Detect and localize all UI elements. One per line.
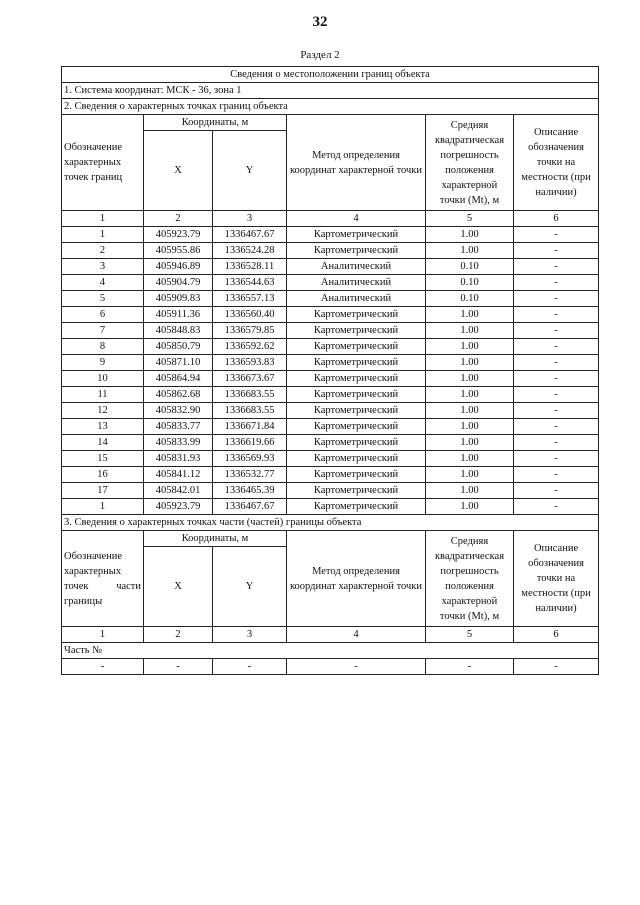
col-number: 5	[426, 211, 514, 227]
point-number: 1	[62, 499, 144, 515]
point-mt: 1.00	[426, 483, 514, 499]
point-method: Картометрический	[287, 419, 426, 435]
point-method: Картометрический	[287, 403, 426, 419]
point-description: -	[514, 355, 599, 371]
point-number: 9	[62, 355, 144, 371]
col-number: 5	[426, 627, 514, 643]
point-description: -	[514, 467, 599, 483]
point-number: 15	[62, 451, 144, 467]
point-description: -	[514, 307, 599, 323]
point-description: -	[514, 371, 599, 387]
point-method: Картометрический	[287, 451, 426, 467]
point-description: -	[514, 403, 599, 419]
point-method: Картометрический	[287, 387, 426, 403]
point-number: 5	[62, 291, 144, 307]
point-method: Картометрический	[287, 355, 426, 371]
point-method: Картометрический	[287, 499, 426, 515]
point-mt: 1.00	[426, 499, 514, 515]
point-method: Аналитический	[287, 291, 426, 307]
point-y: 1336560.40	[213, 307, 287, 323]
point-description: -	[514, 291, 599, 307]
point-mt: 1.00	[426, 371, 514, 387]
point-y: 1336569.93	[213, 451, 287, 467]
point-number: 12	[62, 403, 144, 419]
point-y: 1336673.67	[213, 371, 287, 387]
empty-cell: -	[62, 659, 144, 675]
col-number: 2	[144, 211, 213, 227]
coordinate-system: 1. Система координат: МСК - 36, зона 1	[62, 83, 599, 99]
point-description: -	[514, 451, 599, 467]
col-number: 4	[287, 627, 426, 643]
part2-title: 2. Сведения о характерных точках границ объекта	[62, 99, 599, 115]
table-row	[62, 499, 599, 515]
point-number: 16	[62, 467, 144, 483]
table-row	[62, 355, 599, 371]
point-method: Картометрический	[287, 435, 426, 451]
point-mt: 1.00	[426, 227, 514, 243]
point-number: 14	[62, 435, 144, 451]
table-row	[62, 419, 599, 435]
point-number: 4	[62, 275, 144, 291]
point-method: Картометрический	[287, 371, 426, 387]
table-row	[62, 371, 599, 387]
header-designation-part: Обозначение характерных точек части границы	[62, 531, 144, 627]
point-description: -	[514, 435, 599, 451]
table-row	[62, 259, 599, 275]
col-number: 6	[514, 211, 599, 227]
col-number: 4	[287, 211, 426, 227]
header-coords: Координаты, м	[144, 115, 287, 131]
point-x: 405871.10	[144, 355, 213, 371]
point-mt: 0.10	[426, 275, 514, 291]
table-row	[62, 307, 599, 323]
point-mt: 1.00	[426, 307, 514, 323]
part-label: Часть №	[62, 643, 599, 659]
point-y: 1336467.67	[213, 499, 287, 515]
table-row	[62, 483, 599, 499]
point-mt: 1.00	[426, 355, 514, 371]
header-description: Описание обозначения точки на местности (при наличии)	[514, 115, 599, 211]
point-x: 405842.01	[144, 483, 213, 499]
point-description: -	[514, 483, 599, 499]
point-mt: 0.10	[426, 291, 514, 307]
point-description: -	[514, 419, 599, 435]
point-y: 1336683.55	[213, 403, 287, 419]
header-designation: Обозначение характерных точек границ	[62, 115, 144, 211]
point-y: 1336671.84	[213, 419, 287, 435]
point-x: 405862.68	[144, 387, 213, 403]
point-mt: 1.00	[426, 243, 514, 259]
point-x: 405864.94	[144, 371, 213, 387]
table-row	[62, 227, 599, 243]
point-method: Картометрический	[287, 307, 426, 323]
header-error: Средняя квадратическая погрешность положения характерной точки (Mt), м	[426, 115, 514, 211]
point-x: 405831.93	[144, 451, 213, 467]
table-row	[62, 387, 599, 403]
point-method: Картометрический	[287, 467, 426, 483]
point-description: -	[514, 387, 599, 403]
point-description: -	[514, 323, 599, 339]
table-row	[62, 291, 599, 307]
point-mt: 1.00	[426, 451, 514, 467]
point-method: Аналитический	[287, 259, 426, 275]
point-x: 405841.12	[144, 467, 213, 483]
table-row	[62, 435, 599, 451]
table-row	[62, 451, 599, 467]
col-number: 2	[144, 627, 213, 643]
point-number: 1	[62, 227, 144, 243]
point-mt: 1.00	[426, 403, 514, 419]
table-row	[62, 339, 599, 355]
point-y: 1336683.55	[213, 387, 287, 403]
point-mt: 1.00	[426, 387, 514, 403]
empty-cell: -	[144, 659, 213, 675]
page-number: 32	[312, 14, 328, 30]
table-row	[62, 323, 599, 339]
point-y: 1336619.66	[213, 435, 287, 451]
point-y: 1336592.62	[213, 339, 287, 355]
col-number: 6	[514, 627, 599, 643]
header-y-part: Y	[213, 547, 287, 627]
point-y: 1336579.85	[213, 323, 287, 339]
point-number: 11	[62, 387, 144, 403]
empty-cell: -	[426, 659, 514, 675]
point-x: 405833.99	[144, 435, 213, 451]
col-number: 3	[213, 627, 287, 643]
header-coords-part: Координаты, м	[144, 531, 287, 547]
table-row	[62, 275, 599, 291]
empty-cell: -	[287, 659, 426, 675]
empty-cell: -	[213, 659, 287, 675]
point-method: Картометрический	[287, 243, 426, 259]
point-mt: 1.00	[426, 435, 514, 451]
point-method: Аналитический	[287, 275, 426, 291]
point-description: -	[514, 227, 599, 243]
point-number: 17	[62, 483, 144, 499]
point-x: 405848.83	[144, 323, 213, 339]
point-y: 1336593.83	[213, 355, 287, 371]
header-x: X	[144, 131, 213, 211]
point-number: 8	[62, 339, 144, 355]
point-mt: 1.00	[426, 419, 514, 435]
header-error-part: Средняя квадратическая погрешность положения характерной точки (Mt), м	[426, 531, 514, 627]
point-x: 405923.79	[144, 227, 213, 243]
col-number: 1	[62, 211, 144, 227]
part-empty-row	[62, 659, 599, 675]
table-row	[62, 243, 599, 259]
point-description: -	[514, 275, 599, 291]
table-row	[62, 467, 599, 483]
point-method: Картометрический	[287, 339, 426, 355]
point-mt: 1.00	[426, 339, 514, 355]
point-x: 405909.83	[144, 291, 213, 307]
header-x-part: X	[144, 547, 213, 627]
point-y: 1336524.28	[213, 243, 287, 259]
section-title: Раздел 2	[300, 49, 340, 61]
point-method: Картометрический	[287, 227, 426, 243]
point-y: 1336465.39	[213, 483, 287, 499]
empty-cell: -	[514, 659, 599, 675]
point-description: -	[514, 339, 599, 355]
point-mt: 0.10	[426, 259, 514, 275]
point-y: 1336544.63	[213, 275, 287, 291]
header-method-part: Метод определения координат характерной точки	[287, 531, 426, 627]
header-y: Y	[213, 131, 287, 211]
point-y: 1336528.11	[213, 259, 287, 275]
point-x: 405955.86	[144, 243, 213, 259]
point-x: 405946.89	[144, 259, 213, 275]
table-row	[62, 403, 599, 419]
part3-title: 3. Сведения о характерных точках части (частей) границы объекта	[62, 515, 599, 531]
boundary-table	[61, 66, 599, 675]
point-y: 1336532.77	[213, 467, 287, 483]
point-description: -	[514, 259, 599, 275]
point-x: 405904.79	[144, 275, 213, 291]
point-number: 13	[62, 419, 144, 435]
header-method: Метод определения координат характерной точки	[287, 115, 426, 211]
point-number: 6	[62, 307, 144, 323]
point-description: -	[514, 243, 599, 259]
point-x: 405923.79	[144, 499, 213, 515]
col-number: 1	[62, 627, 144, 643]
point-number: 2	[62, 243, 144, 259]
column-numbers-row-part	[62, 627, 599, 643]
point-mt: 1.00	[426, 323, 514, 339]
header-description-part: Описание обозначения точки на местности (при наличии)	[514, 531, 599, 627]
point-y: 1336467.67	[213, 227, 287, 243]
point-number: 7	[62, 323, 144, 339]
point-mt: 1.00	[426, 467, 514, 483]
column-numbers-row	[62, 211, 599, 227]
point-x: 405833.77	[144, 419, 213, 435]
point-y: 1336557.13	[213, 291, 287, 307]
col-number: 3	[213, 211, 287, 227]
point-x: 405911.36	[144, 307, 213, 323]
point-description: -	[514, 499, 599, 515]
point-method: Картометрический	[287, 483, 426, 499]
point-number: 10	[62, 371, 144, 387]
point-x: 405832.90	[144, 403, 213, 419]
table-title: Сведения о местоположении границ объекта	[62, 67, 599, 83]
point-number: 3	[62, 259, 144, 275]
point-method: Картометрический	[287, 323, 426, 339]
point-x: 405850.79	[144, 339, 213, 355]
